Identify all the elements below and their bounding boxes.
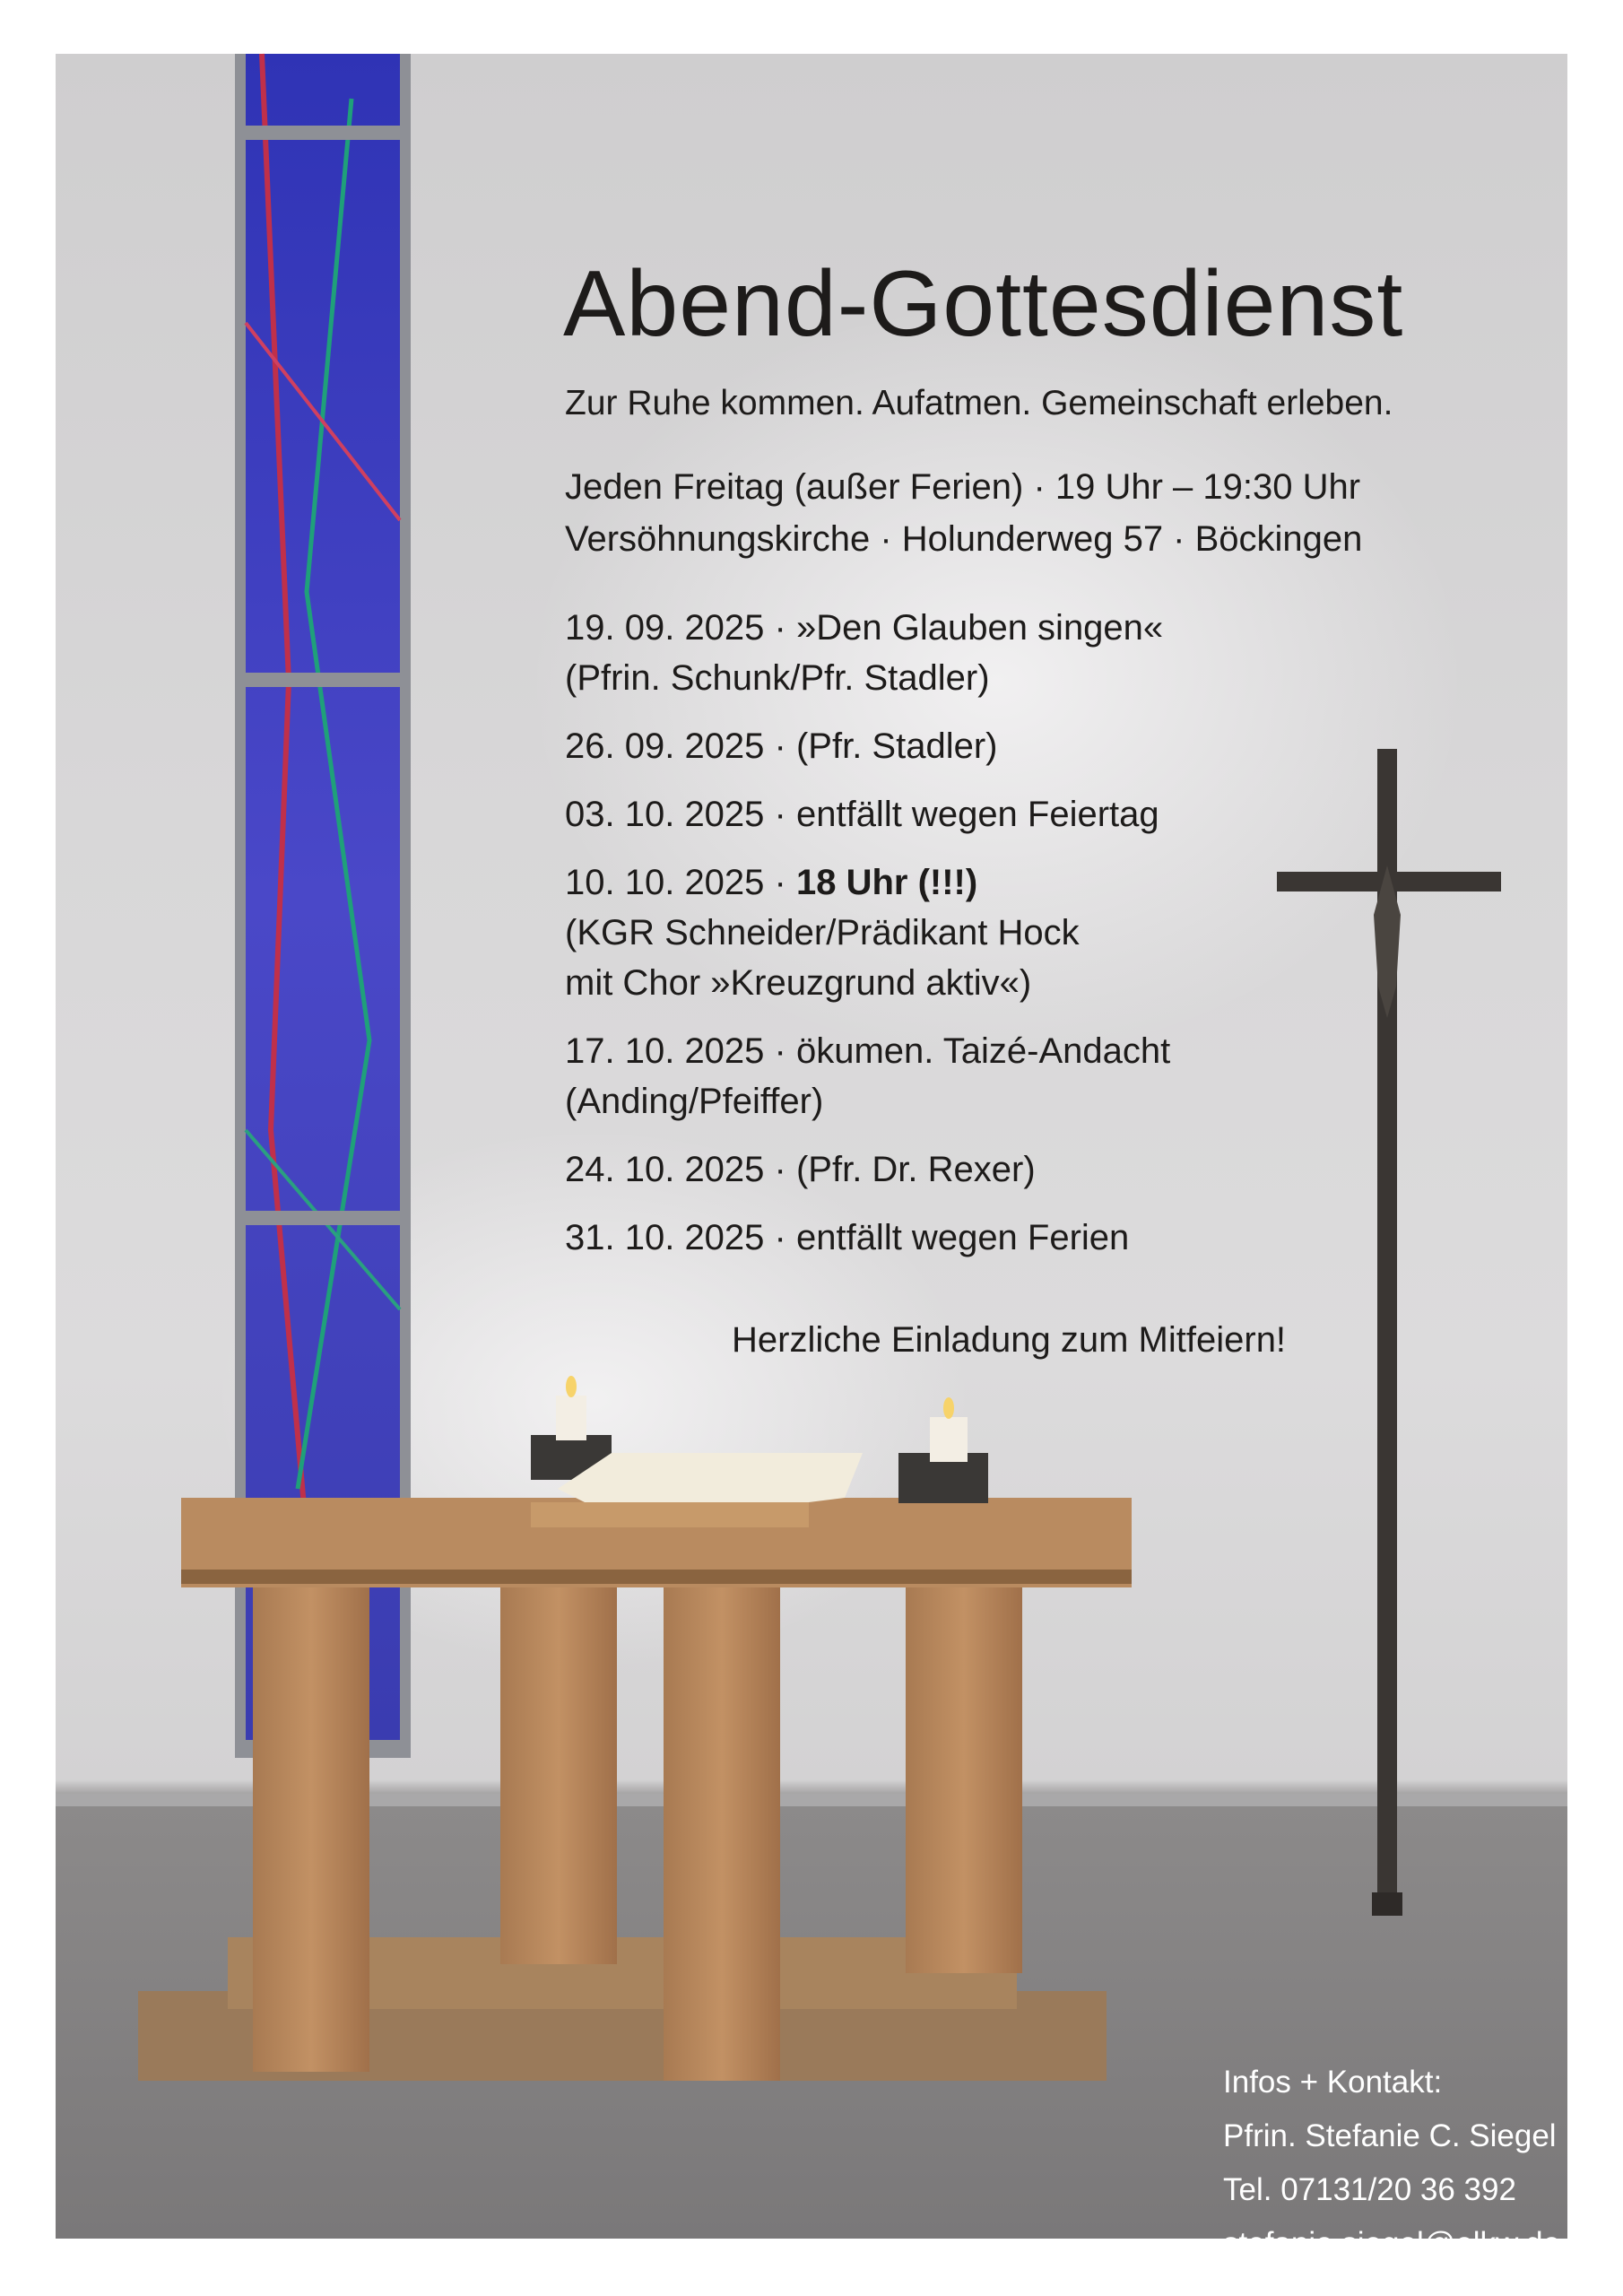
event-date-title: 26. 09. 2025 · (Pfr. Stadler) [565,726,998,766]
schedule-block [565,461,1362,565]
event-date-title [565,857,1170,908]
event-item [565,857,1170,1008]
event-date-title: 19. 09. 2025 · »Den Glauben singen« [565,608,1164,648]
event-date-title: 31. 10. 2025 · entfällt wegen Ferien [565,1218,1130,1257]
contact-email: stefanie.siegel@elkw.de [1223,2226,1561,2261]
event-detail: mit Chor »Kreuzgrund aktiv«) [565,963,1032,1003]
event-date-title: 17. 10. 2025 · ökumen. Taizé-Andacht [565,1031,1171,1071]
event-item [565,789,1170,839]
event-item [565,721,1170,771]
church-photo [56,54,1567,2261]
event-item [565,1026,1170,1126]
schedule-line: Jeden Freitag (außer Ferien) · 19 Uhr – 19:30 Uhr [565,467,1361,507]
event-detail: (Pfrin. Schunk/Pfr. Stadler) [565,658,990,698]
subtitle: Zur Ruhe kommen. Aufatmen. Gemeinschaft erleben. [565,384,1393,422]
event-detail: (Anding/Pfeiffer) [565,1082,824,1121]
contact-heading: Infos + Kontakt: [1223,2065,1443,2100]
event-date-title: 03. 10. 2025 · entfällt wegen Feiertag [565,795,1159,834]
event-date: 10. 10. 2025 · [565,863,796,902]
page-title: Abend-Gottesdienst [563,252,1404,356]
event-item [565,603,1170,703]
contact-name: Pfrin. Stefanie C. Siegel [1223,2118,1557,2153]
event-item [565,1213,1170,1263]
event-detail: (KGR Schneider/Prädikant Hock [565,913,1080,952]
event-list [565,603,1170,1281]
contact-block [1223,2056,1560,2271]
invitation: Herzliche Einladung zum Mitfeiern! [732,1320,1287,1360]
contact-phone: Tel. 07131/20 36 392 [1223,2172,1516,2207]
altar-table [138,1498,1132,2081]
event-item [565,1144,1170,1195]
event-date-title: 24. 10. 2025 · (Pfr. Dr. Rexer) [565,1150,1036,1189]
event-time-highlight: 18 Uhr (!!!) [795,863,978,902]
location-line: Versöhnungskirche · Holunderweg 57 · Böckingen [565,519,1363,559]
